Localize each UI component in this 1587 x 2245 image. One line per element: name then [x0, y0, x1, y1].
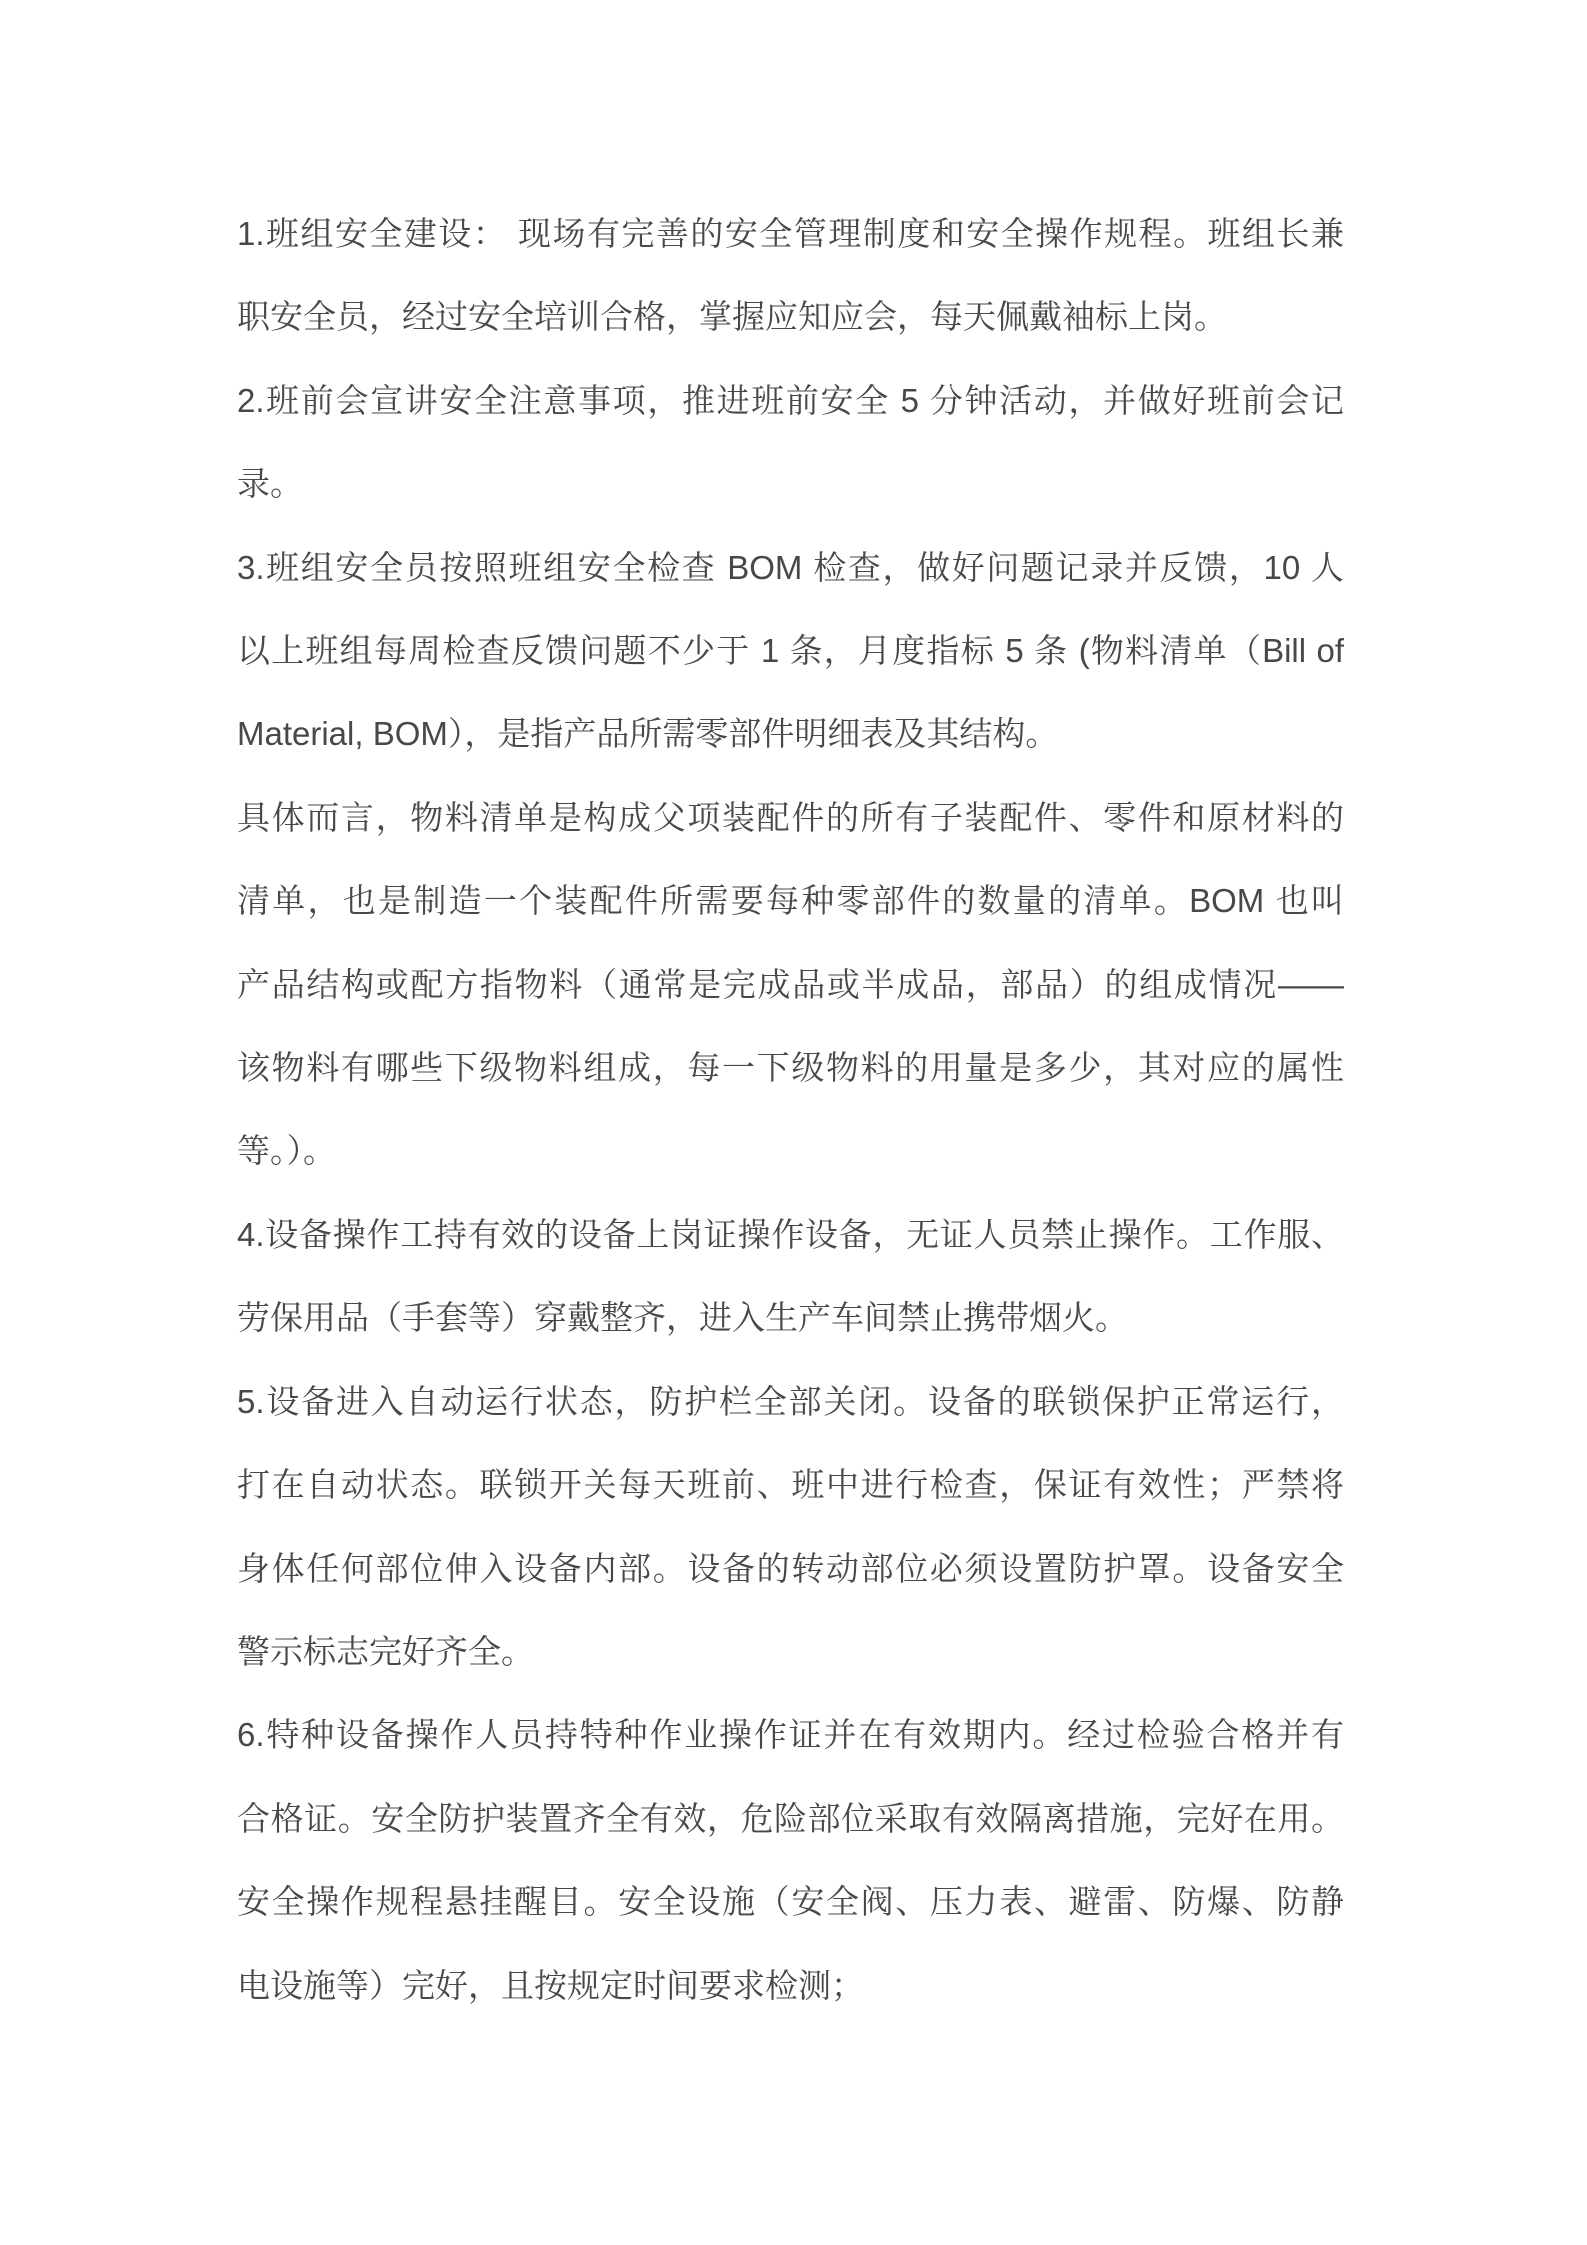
paragraph [237, 776, 1344, 1193]
text-line: 清单，也是制造一个装配件所需要每种零部件的数量的清单。BOM 也叫 [237, 882, 1344, 920]
text-line: 产品结构或配方指物料（通常是完成品或半成品，部品）的组成情况—— [237, 965, 1344, 1003]
text-line: 等。）。 [237, 1132, 336, 1170]
text-line: 职安全员，经过安全培训合格，掌握应知应会，每天佩戴袖标上岗。 [237, 298, 1227, 336]
text-line: 2.班前会宣讲安全注意事项，推进班前安全 5 分钟活动，并做好班前会记 [237, 381, 1344, 419]
text-line: 身体任何部位伸入设备内部。设备的转动部位必须设置防护罩。设备安全 [237, 1549, 1344, 1587]
text-line: 3.班组安全员按照班组安全检查 BOM 检查，做好问题记录并反馈，10 人 [237, 548, 1344, 586]
text-line: 5.设备进入自动运行状态，防护栏全部关闭。设备的联锁保护正常运行， [237, 1382, 1344, 1420]
text-line: 打在自动状态。联锁开关每天班前、班中进行检查，保证有效性；严禁将 [237, 1466, 1344, 1504]
text-line: Material, BOM），是指产品所需零部件明细表及其结构。 [237, 715, 1059, 753]
text-line: 具体而言，物料清单是构成父项装配件的所有子装配件、零件和原材料的 [237, 798, 1344, 836]
text-line: 录。 [237, 465, 303, 503]
document-body [237, 192, 1344, 2027]
text-line: 电设施等）完好，且按规定时间要求检测； [237, 1966, 864, 2004]
text-line: 4.设备操作工持有效的设备上岗证操作设备，无证人员禁止操作。工作服、 [237, 1215, 1344, 1253]
paragraph [237, 192, 1344, 359]
paragraph [237, 1360, 1344, 1694]
text-line: 以上班组每周检查反馈问题不少于 1 条，月度指标 5 条 (物料清单（Bill of [237, 632, 1344, 670]
text-line: 安全操作规程悬挂醒目。安全设施（安全阀、压力表、避雷、防爆、防静 [237, 1883, 1344, 1921]
text-line: 该物料有哪些下级物料组成，每一下级物料的用量是多少，其对应的属性 [237, 1049, 1344, 1087]
text-line: 合格证。安全防护装置齐全有效，危险部位采取有效隔离措施，完好在用。 [237, 1799, 1344, 1837]
text-line: 劳保用品（手套等）穿戴整齐，进入生产车间禁止携带烟火。 [237, 1299, 1128, 1337]
text-line: 1.班组安全建设： 现场有完善的安全管理制度和安全操作规程。班组长兼 [237, 215, 1344, 252]
text-line: 警示标志完好齐全。 [237, 1632, 534, 1670]
paragraph [237, 1193, 1344, 1360]
text-line: 6.特种设备操作人员持特种作业操作证并在有效期内。经过检验合格并有 [237, 1716, 1344, 1754]
paragraph [237, 359, 1344, 526]
paragraph [237, 526, 1344, 776]
paragraph [237, 1693, 1344, 2027]
